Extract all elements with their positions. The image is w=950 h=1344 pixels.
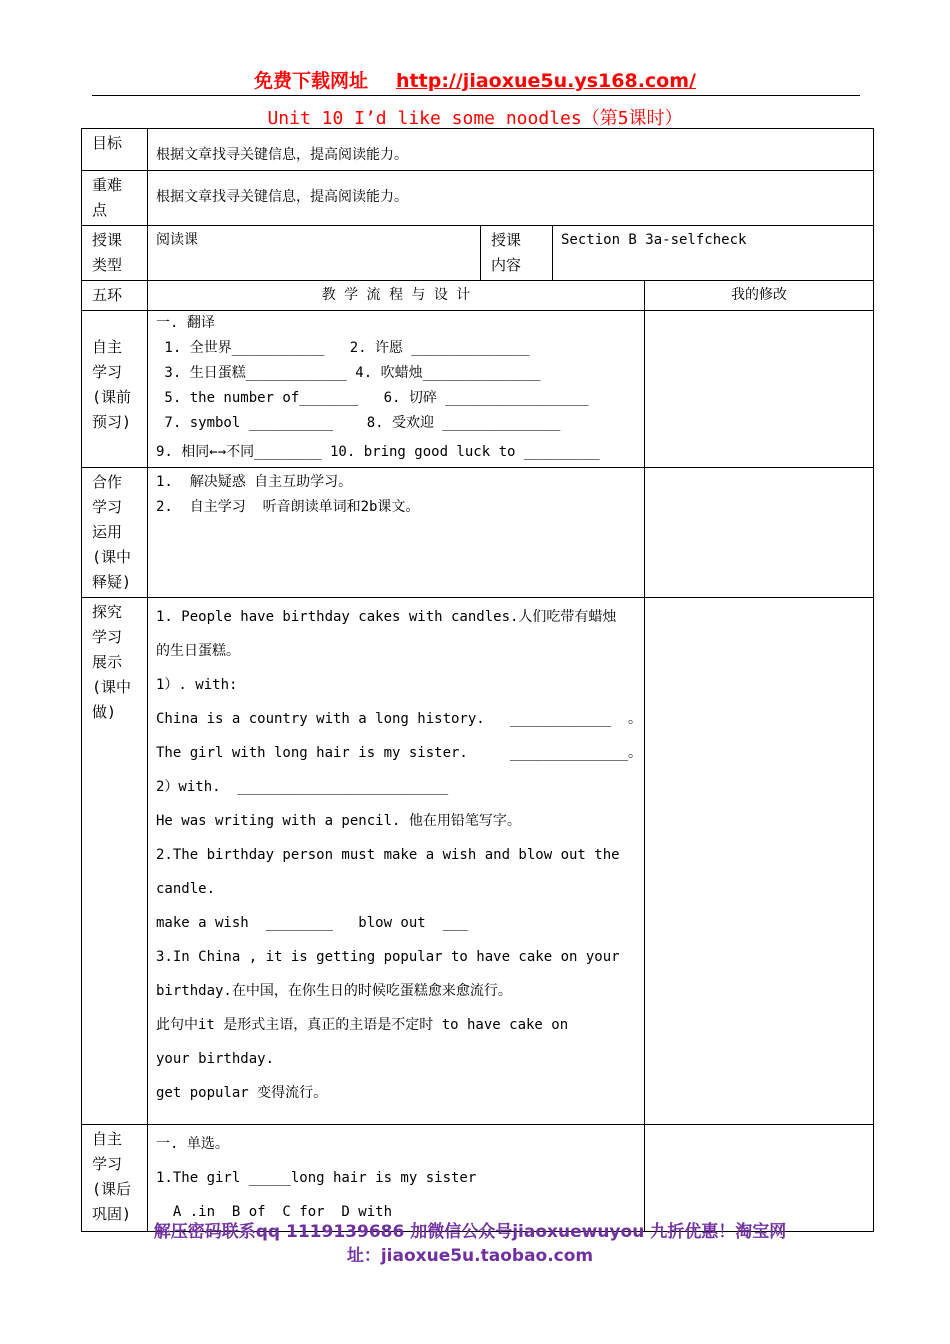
preview-content: [148, 311, 645, 468]
preview-line: 1. 全世界___________ 2. 许愿 ______________: [156, 340, 530, 356]
lesson-plan-table: [81, 128, 874, 1232]
review-content: [148, 1125, 645, 1232]
header-rule: [92, 95, 860, 96]
explore-label: 探究 学习 展示 (课中 做): [82, 598, 148, 1125]
coop-notes: [645, 468, 874, 598]
coop-row: [82, 468, 874, 598]
page-title: Unit 10 I’d like some noodles（第5课时）: [267, 108, 683, 129]
footer-line-2: 址：jiaoxue5u.taobao.com: [346, 1246, 594, 1266]
coop-content: [148, 468, 645, 598]
preview-notes: [645, 311, 874, 468]
explore-notes: [645, 598, 874, 1125]
explore-line: make a wish ________ blow out ___: [156, 915, 468, 931]
preview-row: [82, 311, 874, 468]
coop-line: 2. 自主学习 听音朗读单词和2b课文。: [156, 499, 420, 515]
download-header: [0, 66, 950, 93]
key-text: 根据文章找寻关键信息，提高阅读能力。: [148, 171, 874, 226]
review-line: 一. 单选。: [156, 1136, 229, 1152]
explore-line: 3.In China , it is getting popular to have cake on your: [156, 949, 620, 965]
key-row: [82, 171, 874, 226]
key-label: 重难 点: [82, 171, 148, 226]
explore-line: The girl with long hair is my sister. ______________。: [156, 745, 643, 761]
goal-row: [82, 129, 874, 171]
explore-line: He was writing with a pencil. 他在用铅笔写字。: [156, 813, 521, 829]
coop-line: 1. 解决疑惑 自主互助学习。: [156, 474, 353, 490]
type-row: [82, 226, 874, 281]
goal-text: 根据文章找寻关键信息，提高阅读能力。: [148, 129, 874, 171]
content-label: 授课 内容: [481, 226, 553, 281]
preview-line: 3. 生日蛋糕____________ 4. 吹蜡烛______________: [156, 365, 541, 381]
explore-line: get popular 变得流行。: [156, 1085, 328, 1101]
explore-line: 的生日蛋糕。: [156, 643, 240, 659]
explore-line: birthday.在中国，在你生日的时候吃蛋糕愈来愈流行。: [156, 983, 512, 999]
download-label: 免费下载网址: [254, 70, 369, 92]
preview-line: 7. symbol __________ 8. 受欢迎 ______________: [156, 415, 561, 431]
explore-line: candle.: [156, 881, 216, 897]
head-col1: 五环: [82, 281, 148, 311]
type-label: 授课 类型: [82, 226, 148, 281]
explore-line: China is a country with a long history. ____________ 。: [156, 711, 643, 727]
coop-label: 合作 学习 运用 (课中 释疑): [82, 468, 148, 598]
review-line: A .in B of C for D with: [156, 1204, 393, 1220]
explore-line: 1. People have birthday cakes with candles.人们吃带有蜡烛: [156, 609, 617, 625]
preview-line: 9. 相同←→不同________ 10. bring good luck to _________: [156, 444, 600, 460]
head-col3: 我的修改: [645, 281, 874, 311]
review-notes: [645, 1125, 874, 1232]
explore-line: 此句中it 是形式主语，真正的主语是不定时 to have cake on: [156, 1017, 569, 1033]
review-label: 自主 学习 (课后 巩固): [82, 1125, 148, 1232]
explore-line: 2.The birthday person must make a wish and blow out the: [156, 847, 620, 863]
footer-line-1: 解压密码联系qq 1119139686 加微信公众号jiaoxuewuyou 九折优惠！淘宝网: [153, 1222, 787, 1242]
type-value: 阅读课: [148, 226, 481, 281]
preview-line: 一. 翻译: [156, 315, 215, 331]
content-value: Section B 3a-selfcheck: [553, 226, 874, 281]
download-url-link[interactable]: http://jiaoxue5u.ys168.com/: [396, 70, 696, 92]
preview-label: 自主 学习 (课前 预习): [82, 311, 148, 468]
review-line: 1.The girl _____long hair is my sister: [156, 1170, 477, 1186]
explore-row: [82, 598, 874, 1125]
review-row: [82, 1125, 874, 1232]
explore-line: your birthday.: [156, 1051, 275, 1067]
head-col2: 教 学 流 程 与 设 计: [148, 281, 645, 311]
section-head-row: [82, 281, 874, 311]
explore-line: 2）with. _________________________: [156, 779, 449, 795]
goal-label: 目标: [82, 129, 148, 171]
preview-line: 5. the number of_______ 6. 切碎 _________________: [156, 390, 589, 406]
footer-contact: [80, 1220, 860, 1268]
explore-line: 1）. with:: [156, 677, 238, 693]
explore-content: [148, 598, 645, 1125]
